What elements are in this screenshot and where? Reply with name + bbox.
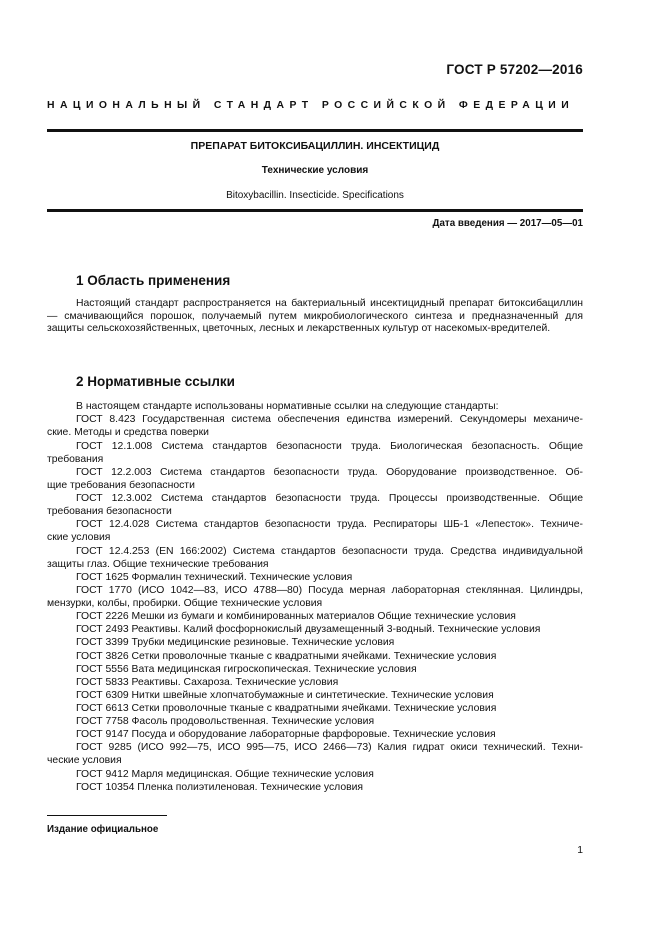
document-title: ПРЕПАРАТ БИТОКСИБАЦИЛЛИН. ИНСЕКТИЦИД	[190, 140, 440, 152]
reference-line: ГОСТ 2226 Мешки из бумаги и комбинированных материалов Общие технические условия	[76, 611, 516, 622]
reference-line: ГОСТ 6309 Нитки швейные хлопчатобумажные и синтетические. Технические условия	[76, 690, 494, 701]
reference-line: ГОСТ 1625 Формалин технический. Технические условия	[76, 572, 353, 583]
reference-line: ческие условия	[47, 755, 122, 766]
section-2-heading: 2 Нормативные ссылки	[76, 374, 235, 389]
reference-line: ГОСТ 3399 Трубки медицинские резиновые. Технические условия	[76, 637, 395, 648]
reference-line: ГОСТ 9412 Марля медицинская. Общие технические условия	[76, 769, 374, 780]
national-standard-banner: НАЦИОНАЛЬНЫЙ СТАНДАРТ РОССИЙСКОЙ ФЕДЕРАЦИИ	[47, 100, 575, 111]
document-subtitle: Технические условия	[261, 165, 369, 176]
reference-line: ГОСТ 5556 Вата медицинская гигроскопическая. Технические условия	[76, 664, 417, 675]
header-rule-top	[47, 129, 583, 132]
footer-rule	[47, 815, 167, 816]
header-rule-bottom	[47, 209, 583, 212]
reference-line: ГОСТ 1770 (ИСО 1042—83, ИСО 4788—80) Посуда мерная лабораторная стеклянная. Цилиндры,	[76, 585, 583, 596]
document-code: ГОСТ Р 57202—2016	[446, 62, 583, 77]
reference-line: ГОСТ 9147 Посуда и оборудование лабораторные фарфоровые. Технические условия	[76, 729, 496, 740]
reference-line: ГОСТ 10354 Пленка полиэтиленовая. Технические условия	[76, 782, 364, 793]
reference-line: ские условия	[47, 532, 111, 543]
reference-line: ГОСТ 7758 Фасоль продовольственная. Технические условия	[76, 716, 375, 727]
reference-line: ГОСТ 2493 Реактивы. Калий фосфорнокислый двузамещенный 3-водный. Технические условия	[76, 624, 541, 635]
reference-line: ГОСТ 6613 Сетки проволочные тканые с квадратными ячейками. Технические условия	[76, 703, 497, 714]
reference-line: мензурки, колбы, пробирки. Общие технические условия	[47, 598, 323, 609]
reference-line: ГОСТ 3826 Сетки проволочные тканые с квадратными ячейками. Технические условия	[76, 651, 497, 662]
reference-line: защиты глаз. Общие технические требования	[47, 559, 269, 570]
reference-line: ГОСТ 12.4.253 (EN 166:2002) Система стандартов безопасности труда. Средства индивидуальной	[76, 546, 583, 557]
reference-line: ГОСТ 12.3.002 Система стандартов безопасности труда. Процессы производственные. Общие	[76, 493, 583, 504]
introduction-date: Дата введения — 2017—05—01	[432, 218, 583, 229]
reference-line: щие требования безопасности	[47, 480, 195, 491]
reference-line: требования безопасности	[47, 506, 172, 517]
reference-line: требования	[47, 454, 104, 465]
page-number: 1	[577, 845, 583, 856]
reference-line: В настоящем стандарте использованы нормативные ссылки на следующие стандарты:	[76, 401, 499, 412]
reference-line: ГОСТ 9285 (ИСО 992—75, ИСО 995—75, ИСО 2466—73) Калия гидрат окиси технический. Техни-	[76, 742, 583, 753]
reference-line: ГОСТ 8.423 Государственная система обеспечения единства измерений. Секундомеры механиче-	[76, 414, 583, 425]
reference-line: ГОСТ 12.1.008 Система стандартов безопасности труда. Биологическая безопасность. Общие	[76, 441, 583, 452]
english-title: Bitoxybacillin. Insecticide. Specifications	[226, 190, 404, 201]
official-edition-label: Издание официальное	[47, 824, 159, 835]
reference-line: ГОСТ 12.4.028 Система стандартов безопасности труда. Респираторы ШБ-1 «Лепесток». Техниче-	[76, 519, 583, 530]
reference-line: ские. Методы и средства поверки	[47, 427, 209, 438]
reference-line: ГОСТ 5833 Реактивы. Сахароза. Технические условия	[76, 677, 339, 688]
reference-line: ГОСТ 12.2.003 Система стандартов безопасности труда. Оборудование производственное. Об-	[76, 467, 583, 478]
section-1-paragraph: Настоящий стандарт распространяется на бактериальный инсектицидный препарат битоксибациллин — смачивающийся порошок, получаемый путем микробиологического синтеза и предназначенный для защиты сельскохозяйственных, цветочных, лесных и лекарственных культур от насекомых-вредителей.	[47, 298, 583, 335]
section-1-heading: 1 Область применения	[76, 273, 231, 288]
